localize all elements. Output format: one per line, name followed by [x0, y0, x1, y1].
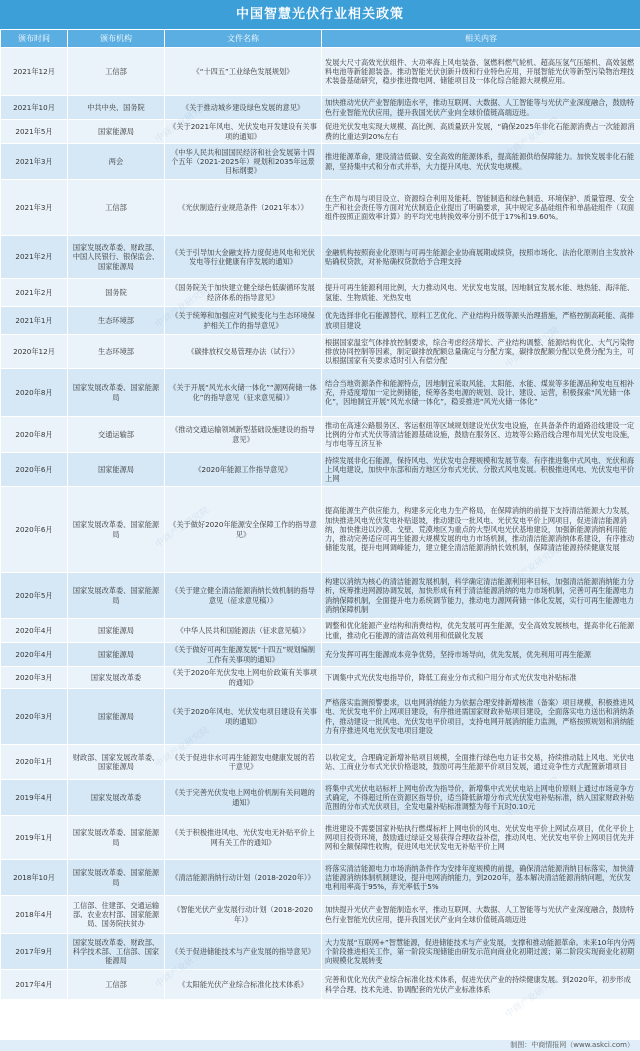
- table-row: [1, 307, 640, 335]
- row-date: 2021年3月: [1, 180, 68, 236]
- table-row: [1, 816, 640, 860]
- row-content: 提高能源生产供应能力，构建多元化电力生产格局，在保障消纳的前提下支持清洁能源大力发展，加快推进风电光伏发电补贴退坡，推动建设一批风电、光伏发电平价上网项目，促进清洁能源消纳，加快推进以沙漠、戈壁、荒漠地区为重点的大型风电光伏基地建设，加强新能源消纳利用能力，推动完善适应可再生能源大规模发展的电力市场机制，推动清洁能源消纳体系建设，有序推动储能发展，提升电网调峰能力，建立健全清洁能源消纳长效机制，保障清洁能源持续健康发展: [322, 487, 640, 573]
- row-doc: 《关于引导加大金融支持力度促进风电和光伏发电等行业健康有序发展的通知》: [165, 236, 322, 279]
- row-doc: 《关于推动城乡建设绿色发展的意见》: [165, 96, 322, 120]
- row-content: 调整和优化能源产业结构和消费结构，优先发展可再生能源，安全高效发展核电，提高非化石能源比重，推动化石能源的清洁高效利用和低碳化发展: [322, 619, 640, 643]
- row-date: 2020年6月: [1, 453, 68, 487]
- row-content: 加快推动光伏产业智能制造水平，推动互联网、大数据、人工智能等与光伏产业深度融合，鼓励特色行业智能光伏应用，提升我国光伏产业向全球价值链高端迈进。: [322, 96, 640, 120]
- row-org: 工信部: [68, 180, 165, 236]
- header-date: 颁布时间: [1, 30, 68, 48]
- row-org: 国家发展改革委、财政部、科学技术部、工信部、国家能源局: [68, 934, 165, 970]
- row-date: 2020年12月: [1, 335, 68, 369]
- table-row: [1, 417, 640, 453]
- row-org: 国家发展改革委、国家能源局: [68, 860, 165, 896]
- table-row: [1, 970, 640, 1000]
- row-date: 2021年5月: [1, 120, 68, 144]
- table-row: [1, 120, 640, 144]
- row-org: 生态环境部: [68, 307, 165, 335]
- table-row: [1, 279, 640, 307]
- table-body: [1, 48, 640, 1000]
- row-doc: 《关于2020年光伏发电上网电价政策有关事项的通知》: [165, 667, 322, 689]
- row-doc: 《智能光伏产业发展行动计划（2018-2020年）》: [165, 896, 322, 934]
- row-content: 推进建设不需要国家补贴执行燃煤标杆上网电价的风电、光伏发电平价上网试点项目，优化平价上网项目投资环境，鼓励通过绿证交易获得合理收益补偿，推动风电、光伏发电平价上网项目优先并网和全额保障性收购，促进风电光伏发电无补贴平价上网: [322, 816, 640, 860]
- row-content: 构建以消纳为核心的清洁能源发展机制，科学确定清洁能源利用率目标，加强清洁能源消纳能力分析，统筹推进网源协调发展，加快形成有利于清洁能源消纳的电力市场机制，完善可再生能源电力消纳保障机制，全面提升电力系统调节能力，推动电力源网荷储一体化发展，实行可再生能源电力消纳保障机制: [322, 573, 640, 619]
- row-date: 2017年9月: [1, 934, 68, 970]
- page-title: 中国智慧光伏行业相关政策: [0, 0, 640, 29]
- row-doc: 《关于促进储能技术与产业发展的指导意见》: [165, 934, 322, 970]
- source-footer: 制图：中商情报网（www.askci.com）: [0, 1040, 640, 1051]
- row-date: 2019年4月: [1, 780, 68, 816]
- row-doc: 《国务院关于加快建立健全绿色低碳循环发展经济体系的指导意见》: [165, 279, 322, 307]
- row-doc: 《清洁能源消纳行动计划（2018-2020年）》: [165, 860, 322, 896]
- row-content: 将集中式光伏电站标杆上网电价改为指导价，新增集中式光伏电站上网电价原则上通过市场竞争方式确定，不得超过所在资源区指导价，适当降低新增分布式光伏发电补贴标准，纳入国家财政补贴范围的分布式光伏项目，全发电量补贴标准调整为每千瓦时0.10元: [322, 780, 640, 816]
- row-content: 提升可再生能源利用比例，大力推动风电、光伏发电发展，因地制宜发展水能、地热能、海洋能、氢能、生物质能、光热发电: [322, 279, 640, 307]
- row-org: 财政部、国家发展改革委、国家能源局: [68, 745, 165, 780]
- row-content: 完善和优化光伏产业综合标准化技术体系，促进光伏产业的持续健康发展。到2020年，初步形成科学合理、技术先进、协调配套的光伏产业标准体系: [322, 970, 640, 1000]
- row-content: 推进能源革命，建设清洁低碳、安全高效的能源体系，提高能源供给保障能力。加快发展非化石能源，坚持集中式和分布式并举，大力提升风电、光伏发电规模。: [322, 144, 640, 180]
- row-content: 金融机构按照商业化原则与可再生能源企业协商展期或续贷，按照市场化、法治化原则自主发放补贴确权贷款，对补贴确权贷款给予合理支持: [322, 236, 640, 279]
- row-doc: 《关于做好2020年能源安全保障工作的指导意见》: [165, 487, 322, 573]
- row-date: 2020年3月: [1, 667, 68, 689]
- row-org: 国务院: [68, 279, 165, 307]
- row-org: 国家能源局: [68, 453, 165, 487]
- row-doc: 《关于做好可再生能源发展“十四五”规划编制工作有关事项的通知》: [165, 643, 322, 667]
- table-row: [1, 934, 640, 970]
- row-doc: 《光伏制造行业规范条件（2021年本）》: [165, 180, 322, 236]
- row-date: 2020年1月: [1, 745, 68, 780]
- row-doc: 《关于建立健全清洁能源消纳长效机制的指导意见（征求意见稿）》: [165, 573, 322, 619]
- row-date: 2021年2月: [1, 279, 68, 307]
- row-content: 严格落实监测预警要求，以电网消纳能力为依据合理安排新增核准（备案）项目规模，积极推进风电、光伏发电平价上网项目建设，有序推进需国家财政补贴项目建设，全面落实电力送出和消纳条件，推动建设一批风电、光伏发电平价项目，支持电网开展消纳能力监测，严格按照规划和消纳能力有序推进风电光伏发电项目建设: [322, 689, 640, 745]
- row-date: 2021年1月: [1, 307, 68, 335]
- row-doc: 《关于2021年风电、光伏发电开发建设有关事项的通知》: [165, 120, 322, 144]
- row-content: 优先选择非化石能源替代、原料工艺优化、产业结构升级等源头治理措施，严格控制高耗能、高排放项目建设: [322, 307, 640, 335]
- row-date: 2021年3月: [1, 144, 68, 180]
- row-org: 国家发展改革委、国家能源局: [68, 487, 165, 573]
- row-org: 工信部: [68, 970, 165, 1000]
- row-doc: 《2020年能源工作指导意见》: [165, 453, 322, 487]
- row-doc: 《推动交通运输领域新型基础设施建设的指导意见》: [165, 417, 322, 453]
- row-org: 交通运输部: [68, 417, 165, 453]
- row-org: 工信部、住建部、交通运输部、农业农村部、国家能源局、国务院扶贫办: [68, 896, 165, 934]
- row-doc: 《关于统筹和加强应对气候变化与生态环境保护相关工作的指导意见》: [165, 307, 322, 335]
- row-date: 2021年10月: [1, 96, 68, 120]
- table-row: [1, 896, 640, 934]
- row-date: 2020年4月: [1, 643, 68, 667]
- row-doc: 《关于完善光伏发电上网电价机制有关问题的通知》: [165, 780, 322, 816]
- row-doc: 《关于促进非水可再生能源发电健康发展的若干意见》: [165, 745, 322, 780]
- row-date: 2020年5月: [1, 573, 68, 619]
- row-content: 根据国家温室气体排放控制要求，综合考虑经济增长、产业结构调整、能源结构优化、大气污染物排放协同控制等因素，制定碳排放配额总量确定与分配方案，碳排放配额分配以免费分配为主，可以根据国家有关要求适时引入有偿分配: [322, 335, 640, 369]
- row-org: 国家能源局: [68, 619, 165, 643]
- row-org: 国家能源局: [68, 689, 165, 745]
- row-content: 以收定支，合理确定新增补贴项目规模，全面推行绿色电力证书交易，持续推动陆上风电、光伏电站、工商业分布式光伏价格退坡，鼓励可再生能源平价项目发展，通过竞争性方式配置新增项目: [322, 745, 640, 780]
- table-header-row: [1, 30, 640, 48]
- row-doc: 《关于开展“风光水火储一体化”“源网荷储一体化”的指导意见（征求意见稿）》: [165, 369, 322, 417]
- row-content: 发展大尺寸高效光伏组件、大功率海上风电装备、氢燃料燃气轮机、超高压氢气压缩机、高效氢燃料电池等新能源装备。推动智能光伏创新升级和行业特色应用，开展智能光伏等新型污染物治理技术装备基础研究，稳步推进微电网、储能项目及一体化综合能源大规模应用。: [322, 48, 640, 96]
- table-row: [1, 619, 640, 643]
- table-row: [1, 236, 640, 279]
- row-org: 国家发展改革委、国家能源局: [68, 369, 165, 417]
- row-org: 国家发展改革委、财政部、中国人民银行、银保监会、国家能源局: [68, 236, 165, 279]
- row-content: 加快提升光伏产业智能制造水平，推动互联网、大数据、人工智能等与光伏产业深度融合，鼓励特色行业智能光伏应用，提升我国光伏产业向全球价值链高端迈进: [322, 896, 640, 934]
- row-date: 2018年10月: [1, 860, 68, 896]
- row-content: 大力发展“互联网+”智慧能源，促进储能技术与产业发展，支撑和推动能源革命。未来10年内分两个阶段推进相关工作，第一阶段实现储能由研发示范向商业化初期过渡；第二阶段实现商业化初期向规模化发展转变: [322, 934, 640, 970]
- table-row: [1, 745, 640, 780]
- row-org: 国家发展改革委: [68, 667, 165, 689]
- row-date: 2019年1月: [1, 816, 68, 860]
- row-content: 充分发挥可再生能源成本竞争优势，坚持市场导向，优先发展，优先利用可再生能源: [322, 643, 640, 667]
- row-org: 国家能源局: [68, 643, 165, 667]
- row-content: 在生产布局与项目设立、资源综合利用及能耗、智能制造和绿色制造、环境保护、质量管理、安全生产和社会责任等方面对光伏制造企业提出了明确要求，其中规定多晶硅组件和单晶硅组件（双面组件按照正面效率计算）的平均光电转换效率分别不低于17%和19.60%。: [322, 180, 640, 236]
- row-content: 促进光伏发电实现大规模、高比例、高质量跃升发展，“确保2025年非化石能源消费占一次能源消费的比重达到20%左右: [322, 120, 640, 144]
- row-org: 工信部: [68, 48, 165, 96]
- table-row: [1, 689, 640, 745]
- row-content: 推动在高速公路服务区、客运枢纽等区域规划建设光伏发电设施，在具备条件的道路沿线建设一定比例的分布式光伏等清洁能源基础设施，鼓励在服务区、边坡等公路沿线合理布局光伏发电设施，与市电等互济互补: [322, 417, 640, 453]
- row-date: 2018年4月: [1, 896, 68, 934]
- header-doc: 文件名称: [165, 30, 322, 48]
- row-org: 国家发展改革委、国家能源局: [68, 573, 165, 619]
- table-row: [1, 48, 640, 96]
- policy-table: [0, 29, 640, 1000]
- table-row: [1, 96, 640, 120]
- table-row: [1, 667, 640, 689]
- row-org: 两会: [68, 144, 165, 180]
- row-date: 2020年8月: [1, 369, 68, 417]
- row-org: 中共中央、国务院: [68, 96, 165, 120]
- row-doc: 《中华人民共和国能源法（征求意见稿）》: [165, 619, 322, 643]
- table-row: [1, 780, 640, 816]
- row-date: 2017年4月: [1, 970, 68, 1000]
- row-doc: 《关于2020年风电、光伏发电项目建设有关事项的通知》: [165, 689, 322, 745]
- row-doc: 《中华人民共和国国民经济和社会发展第十四个五年（2021-2025年）规划和2035年远景目标纲要》: [165, 144, 322, 180]
- row-org: 国家能源局: [68, 120, 165, 144]
- row-content: 结合当地资源条件和能源特点，因地制宜采取风能、太阳能、水能、煤炭等多能源品种发电互相补充，并适度增加一定比例储能，统筹各类电源的规划、设计、建设、运营，积极探索“风光储一体化”，因地制宜开展“风光水储一体化”，稳妥推进“风光火储一体化”: [322, 369, 640, 417]
- row-date: 2020年6月: [1, 487, 68, 573]
- header-content: 相关内容: [322, 30, 640, 48]
- table-row: [1, 335, 640, 369]
- table-row: [1, 487, 640, 573]
- row-date: 2021年2月: [1, 236, 68, 279]
- row-org: 生态环境部: [68, 335, 165, 369]
- table-row: [1, 369, 640, 417]
- row-doc: 《碳排放权交易管理办法（试行）》: [165, 335, 322, 369]
- row-content: 将落实清洁能源电力市场消纳条件作为安排年度规模的前提，确保清洁能源消纳目标落实，加快清洁能源消纳体制机制建设，提升电网消纳能力，到2020年，基本解决清洁能源消纳问题，光伏发电利用率高于95%，弃光率低于5%: [322, 860, 640, 896]
- row-content: 持续发展非化石能源，保持风电、光伏发电合理规模和发展节奏。有序推进集中式风电、光伏和海上风电建设，加快中东部和南方地区分布式光伏、分散式风电发展。积极推进风电、光伏发电平价上网: [322, 453, 640, 487]
- row-date: 2020年8月: [1, 417, 68, 453]
- row-doc: 《太阳能光伏产业综合标准化技术体系》: [165, 970, 322, 1000]
- row-org: 国家发展改革委: [68, 780, 165, 816]
- row-date: 2020年3月: [1, 689, 68, 745]
- table-row: [1, 144, 640, 180]
- table-row: [1, 180, 640, 236]
- row-doc: 《“十四五”工业绿色发展规划》: [165, 48, 322, 96]
- row-doc: 《关于积极推进风电、光伏发电无补贴平价上网有关工作的通知》: [165, 816, 322, 860]
- header-org: 颁布机构: [68, 30, 165, 48]
- table-row: [1, 453, 640, 487]
- table-row: [1, 643, 640, 667]
- row-content: 下调集中式光伏发电指导价，降低工商业分布式和户用分布式光伏发电补贴标准: [322, 667, 640, 689]
- row-date: 2021年12月: [1, 48, 68, 96]
- table-row: [1, 860, 640, 896]
- table-row: [1, 573, 640, 619]
- row-org: 国家发展改革委、国家能源局: [68, 816, 165, 860]
- row-date: 2020年4月: [1, 619, 68, 643]
